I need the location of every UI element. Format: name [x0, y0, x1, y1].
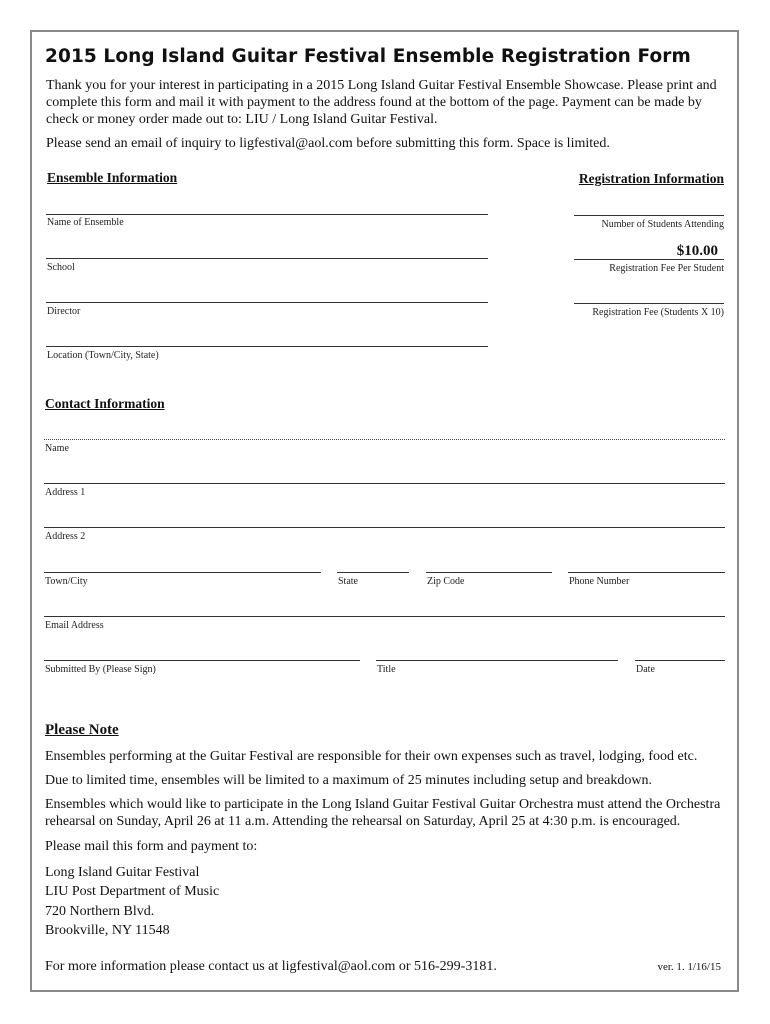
note-line-3b: rehearsal on Sunday, April 26 at 11 a.m. Attending the rehearsal on Saturday, April 25 at 4:30 p.m. is encouraged. — [45, 814, 681, 829]
address2-label: Address 2 — [45, 531, 86, 542]
title-field[interactable] — [376, 660, 618, 661]
contact-name-field[interactable] — [44, 439, 725, 440]
intro-email-line: Please send an email of inquiry to ligfestival@aol.com before submitting this form. Space is limited. — [46, 136, 610, 151]
address-line-2: LIU Post Department of Music — [45, 884, 220, 899]
email-label: Email Address — [45, 620, 104, 631]
students-field[interactable] — [574, 215, 724, 216]
contact-heading: Contact Information — [45, 396, 165, 411]
phone-label: Phone Number — [569, 576, 630, 587]
note-heading: Please Note — [45, 722, 119, 738]
registration-heading: Registration Information — [578, 171, 724, 186]
school-label: School — [47, 262, 75, 273]
fee-per-student-value: $10.00 — [676, 243, 718, 259]
note-line-4: Please mail this form and payment to: — [45, 839, 258, 854]
email-field[interactable] — [44, 616, 725, 617]
version-label: ver. 1. 1/16/15 — [657, 961, 721, 973]
footer-contact: For more information please contact us at ligfestival@aol.com or 516-299-3181. — [45, 959, 497, 974]
director-label: Director — [47, 306, 81, 317]
ensemble-name-field[interactable] — [46, 214, 488, 215]
contact-name-label: Name — [45, 443, 69, 454]
note-line-3a: Ensembles which would like to participate in the Long Island Guitar Festival Guitar Orchestra must attend the Orchestra — [45, 797, 721, 812]
ensemble-heading: Ensemble Information — [47, 170, 178, 185]
ensemble-name-label: Name of Ensemble — [47, 217, 124, 228]
address-line-3: 720 Northern Blvd. — [45, 904, 155, 919]
state-label: State — [338, 576, 358, 587]
school-field[interactable] — [46, 258, 488, 259]
form-title: 2015 Long Island Guitar Festival Ensemble Registration Form — [45, 46, 691, 67]
location-label: Location (Town/City, State) — [47, 350, 159, 361]
fee-per-student-label: Registration Fee Per Student — [609, 263, 724, 274]
intro-line-2: complete this form and mail it with payment to the address found at the bottom of the page. Payment can be made by — [46, 95, 702, 110]
address1-label: Address 1 — [45, 487, 86, 498]
town-label: Town/City — [45, 576, 88, 587]
town-field[interactable] — [44, 572, 321, 573]
address2-field[interactable] — [44, 527, 725, 528]
director-field[interactable] — [46, 302, 488, 303]
intro-line-1: Thank you for your interest in participating in a 2015 Long Island Guitar Festival Ensemble Showcase. Please print and — [46, 78, 717, 93]
note-line-2: Due to limited time, ensembles will be limited to a maximum of 25 minutes including setup and breakdown. — [45, 773, 652, 788]
address-line-4: Brookville, NY 11548 — [45, 923, 170, 938]
zip-label: Zip Code — [427, 576, 465, 587]
total-fee-field[interactable] — [574, 303, 724, 304]
total-fee-label: Registration Fee (Students X 10) — [592, 307, 724, 318]
zip-field[interactable] — [426, 572, 552, 573]
students-label: Number of Students Attending — [601, 219, 724, 230]
fee-per-student-line — [574, 259, 724, 260]
date-field[interactable] — [635, 660, 725, 661]
address1-field[interactable] — [44, 483, 725, 484]
signature-label: Submitted By (Please Sign) — [45, 664, 156, 675]
address-line-1: Long Island Guitar Festival — [45, 865, 200, 880]
phone-field[interactable] — [568, 572, 725, 573]
signature-field[interactable] — [44, 660, 360, 661]
state-field[interactable] — [337, 572, 409, 573]
note-line-1: Ensembles performing at the Guitar Festival are responsible for their own expenses such as travel, lodging, food etc. — [45, 749, 698, 764]
location-field[interactable] — [46, 346, 488, 347]
intro-line-3: check or money order made out to: LIU / Long Island Guitar Festival. — [46, 112, 438, 127]
title-label: Title — [377, 664, 396, 675]
date-label: Date — [636, 664, 655, 675]
